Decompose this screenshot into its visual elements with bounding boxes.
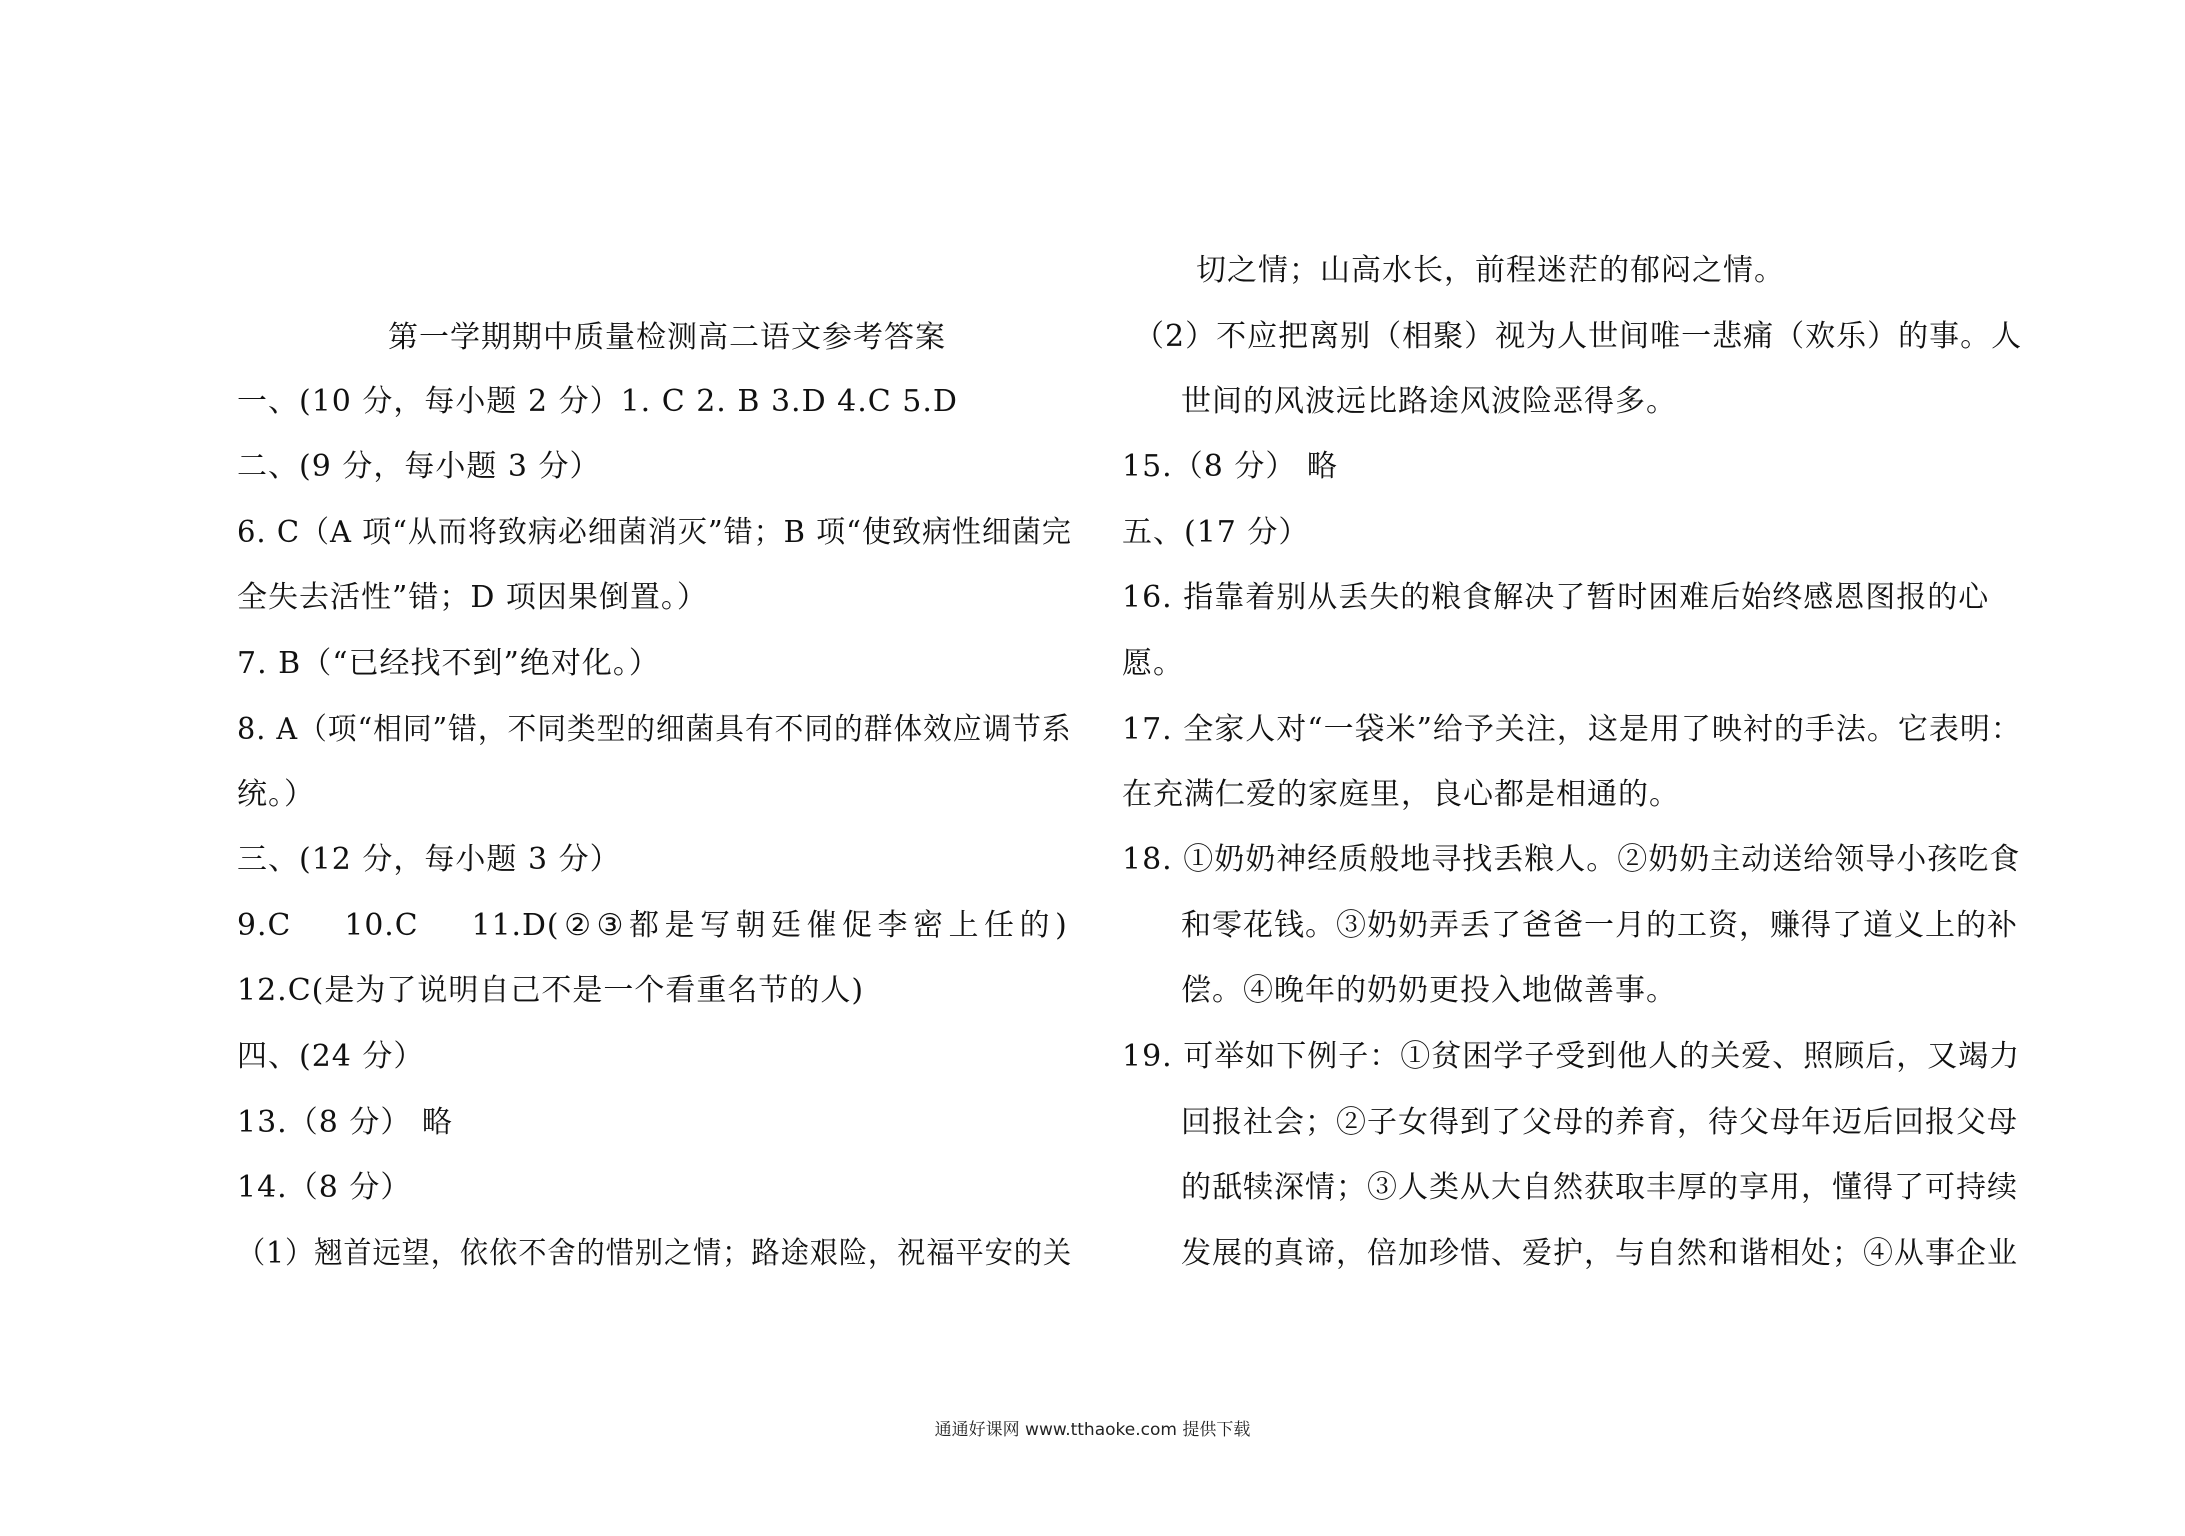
answer-line: 三、(12 分，每小题 3 分） <box>237 842 621 877</box>
answer-line: 发展的真谛，倍加珍惜、爱护，与自然和谐相处；④从事企业 <box>1181 1236 2018 1271</box>
answer-line: 二、(9 分，每小题 3 分） <box>237 449 601 484</box>
answer-9: 9.C <box>237 908 292 943</box>
answer-line: 和零花钱。③奶奶弄丢了爸爸一月的工资，赚得了道义上的补 <box>1181 908 2018 943</box>
answer-11: 11.D( ② ③ 都 是 写 朝 廷 催 促 李 密 上 任 的 ) <box>471 908 1068 943</box>
answer-line: 四、(24 分） <box>237 1039 425 1074</box>
answer-line: 17. 全家人对“一袋米”给予关注，这是用了映衬的手法。它表明： <box>1122 712 2022 747</box>
right-column <box>1092 0 2185 1536</box>
document-title: 第一学期期中质量检测高二语文参考答案 <box>388 320 946 355</box>
answer-line: 6. C（A 项“从而将致病必细菌消灭”错；B 项“使致病性细菌完 <box>237 515 1072 550</box>
footer-watermark: 通通好课网 www.tthaoke.com 提供下载 <box>934 1420 1251 1440</box>
answer-line: 回报社会；②子女得到了父母的养育，待父母年迈后回报父母 <box>1181 1105 2018 1140</box>
answer-line: 15.（8 分） 略 <box>1122 449 1338 484</box>
answer-line: 18. ①奶奶神经质般地寻找丢粮人。②奶奶主动送给领导小孩吃食 <box>1122 842 2021 877</box>
answer-line: 8. A（项“相同”错，不同类型的细菌具有不同的群体效应调节系 <box>237 712 1072 747</box>
answer-line: 愿。 <box>1122 646 1184 681</box>
answer-line: 全失去活性”错；D 项因果倒置。） <box>237 580 708 615</box>
answer-line: 12.C(是为了说明自己不是一个看重名节的人) <box>237 973 865 1008</box>
answer-line: 一、(10 分，每小题 2 分）1. C 2. B 3.D 4.C 5.D <box>237 384 958 419</box>
answer-line: 13.（8 分） 略 <box>237 1105 453 1140</box>
left-column <box>0 0 1092 1536</box>
answer-line: 7. B（“已经找不到”绝对化。） <box>237 646 660 681</box>
answer-line: 14.（8 分） <box>237 1170 412 1205</box>
answer-10: 10.C <box>344 908 419 943</box>
answer-line: （2）不应把离别（相聚）视为人世间唯一悲痛（欢乐）的事。人 <box>1134 319 2023 354</box>
answer-line: 在充满仁爱的家庭里，良心都是相通的。 <box>1122 777 1680 812</box>
answer-line: 五、(17 分） <box>1122 515 1310 550</box>
answer-line: （1）翘首远望，依依不舍的惜别之情；路途艰险，祝福平安的关 <box>237 1236 1073 1271</box>
answer-line: 19. 可举如下例子：①贫困学子受到他人的关爱、照顾后，又竭力 <box>1122 1039 2021 1074</box>
answer-line: 的舐犊深情；③人类从大自然获取丰厚的享用，懂得了可持续 <box>1181 1170 2018 1205</box>
answer-line: 16. 指靠着别从丢失的粮食解决了暂时困难后始终感恩图报的心 <box>1122 580 1990 615</box>
answer-line: 偿。④晚年的奶奶更投入地做善事。 <box>1181 973 1677 1008</box>
answer-line: 切之情；山高水长，前程迷茫的郁闷之情。 <box>1196 253 1785 288</box>
answer-line: 统。） <box>237 777 315 812</box>
answer-line: 世间的风波远比路途风波险恶得多。 <box>1181 384 1677 419</box>
